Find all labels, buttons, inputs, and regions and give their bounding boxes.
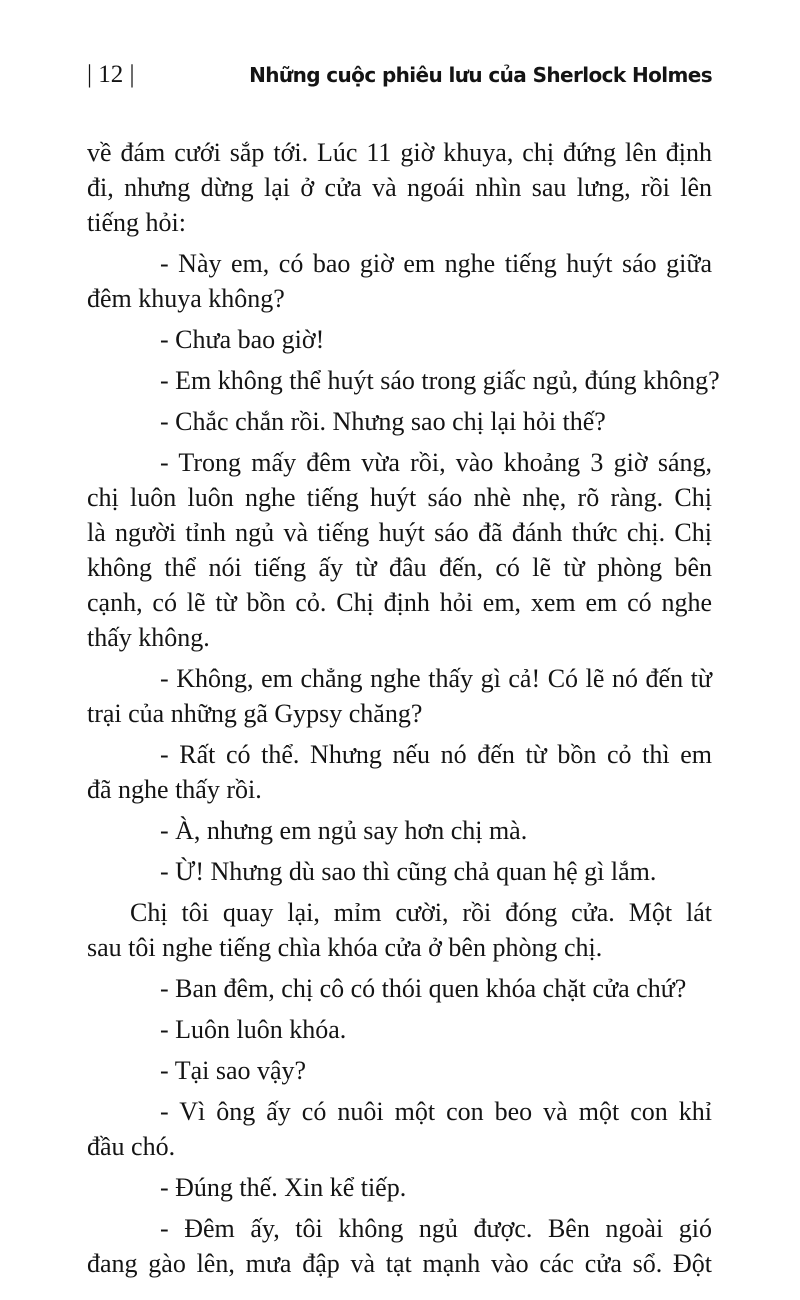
text-line: đi, nhưng dừng lại ở cửa và ngoái nhìn sau lưng, rồi lên: [87, 173, 712, 202]
text-line: sau tôi nghe tiếng chìa khóa cửa ở bên phòng chị.: [87, 933, 603, 962]
dialogue-paragraph: [87, 813, 712, 848]
text-line: - Không, em chẳng nghe thấy gì cả! Có lẽ nó đến từ: [160, 664, 712, 693]
page-number: | 12 |: [87, 61, 135, 88]
text-line: - Đêm ấy, tôi không ngủ được. Bên ngoài gió: [160, 1214, 712, 1243]
dialogue-paragraph: [87, 404, 712, 439]
dialogue-paragraph: [87, 971, 712, 1006]
text-line: thấy không.: [87, 623, 210, 652]
paragraph: [87, 895, 712, 965]
text-line: - Vì ông ấy có nuôi một con beo và một con khỉ: [160, 1097, 712, 1126]
text-line: là người tỉnh ngủ và tiếng huýt sáo đã đánh thức chị. Chị: [87, 518, 712, 547]
dialogue-paragraph: [87, 1094, 712, 1164]
text-line: - Tại sao vậy?: [160, 1056, 307, 1085]
running-title: Những cuộc phiêu lưu của Sherlock Holmes: [249, 63, 712, 87]
text-line: đêm khuya không?: [87, 284, 285, 313]
text-line: tiếng hỏi:: [87, 208, 186, 237]
text-line: - Chưa bao giờ!: [160, 325, 325, 354]
page-header: [87, 58, 712, 92]
text-line: - Ừ! Nhưng dù sao thì cũng chả quan hệ gì lắm.: [160, 857, 657, 886]
dialogue-paragraph: [87, 1012, 712, 1047]
text-line: - À, nhưng em ngủ say hơn chị mà.: [160, 816, 528, 845]
text-line: đã nghe thấy rồi.: [87, 775, 262, 804]
page-body-text: [87, 135, 720, 1281]
text-line: - Em không thể huýt sáo trong giấc ngủ, đúng không?: [160, 366, 720, 395]
dialogue-paragraph: [87, 445, 712, 655]
text-line: - Ban đêm, chị cô có thói quen khóa chặt cửa chứ?: [160, 974, 687, 1003]
text-line: chị luôn luôn nghe tiếng huýt sáo nhè nhẹ, rõ ràng. Chị: [87, 483, 712, 512]
dialogue-paragraph: [87, 322, 712, 357]
text-line: đang gào lên, mưa đập và tạt mạnh vào các cửa sổ. Đột: [87, 1249, 712, 1278]
text-line: không thể nói tiếng ấy từ đâu đến, có lẽ từ phòng bên: [87, 553, 712, 582]
text-line: trại của những gã Gypsy chăng?: [87, 699, 423, 728]
text-line: - Luôn luôn khóa.: [160, 1015, 347, 1044]
text-line: - Rất có thể. Nhưng nếu nó đến từ bồn cỏ thì em: [160, 740, 712, 769]
text-line: - Trong mấy đêm vừa rồi, vào khoảng 3 giờ sáng,: [160, 448, 712, 477]
paragraph: [87, 135, 712, 240]
text-line: - Đúng thế. Xin kể tiếp.: [160, 1173, 407, 1202]
dialogue-paragraph: [87, 737, 712, 807]
text-line: - Này em, có bao giờ em nghe tiếng huýt sáo giữa: [160, 249, 712, 278]
text-line: đầu chó.: [87, 1132, 176, 1161]
dialogue-paragraph: [87, 1053, 712, 1088]
dialogue-paragraph: [87, 1211, 712, 1281]
dialogue-paragraph: [87, 854, 712, 889]
text-line: Chị tôi quay lại, mỉm cười, rồi đóng cửa. Một lát: [130, 898, 712, 927]
dialogue-paragraph: [87, 661, 712, 731]
text-line: - Chắc chắn rồi. Nhưng sao chị lại hỏi thế?: [160, 407, 606, 436]
dialogue-paragraph: [87, 1170, 712, 1205]
dialogue-paragraph: [87, 246, 712, 316]
text-line: cạnh, có lẽ từ bồn cỏ. Chị định hỏi em, xem em có nghe: [87, 588, 712, 617]
dialogue-paragraph: [87, 363, 720, 398]
text-line: về đám cưới sắp tới. Lúc 11 giờ khuya, chị đứng lên định: [87, 138, 712, 167]
